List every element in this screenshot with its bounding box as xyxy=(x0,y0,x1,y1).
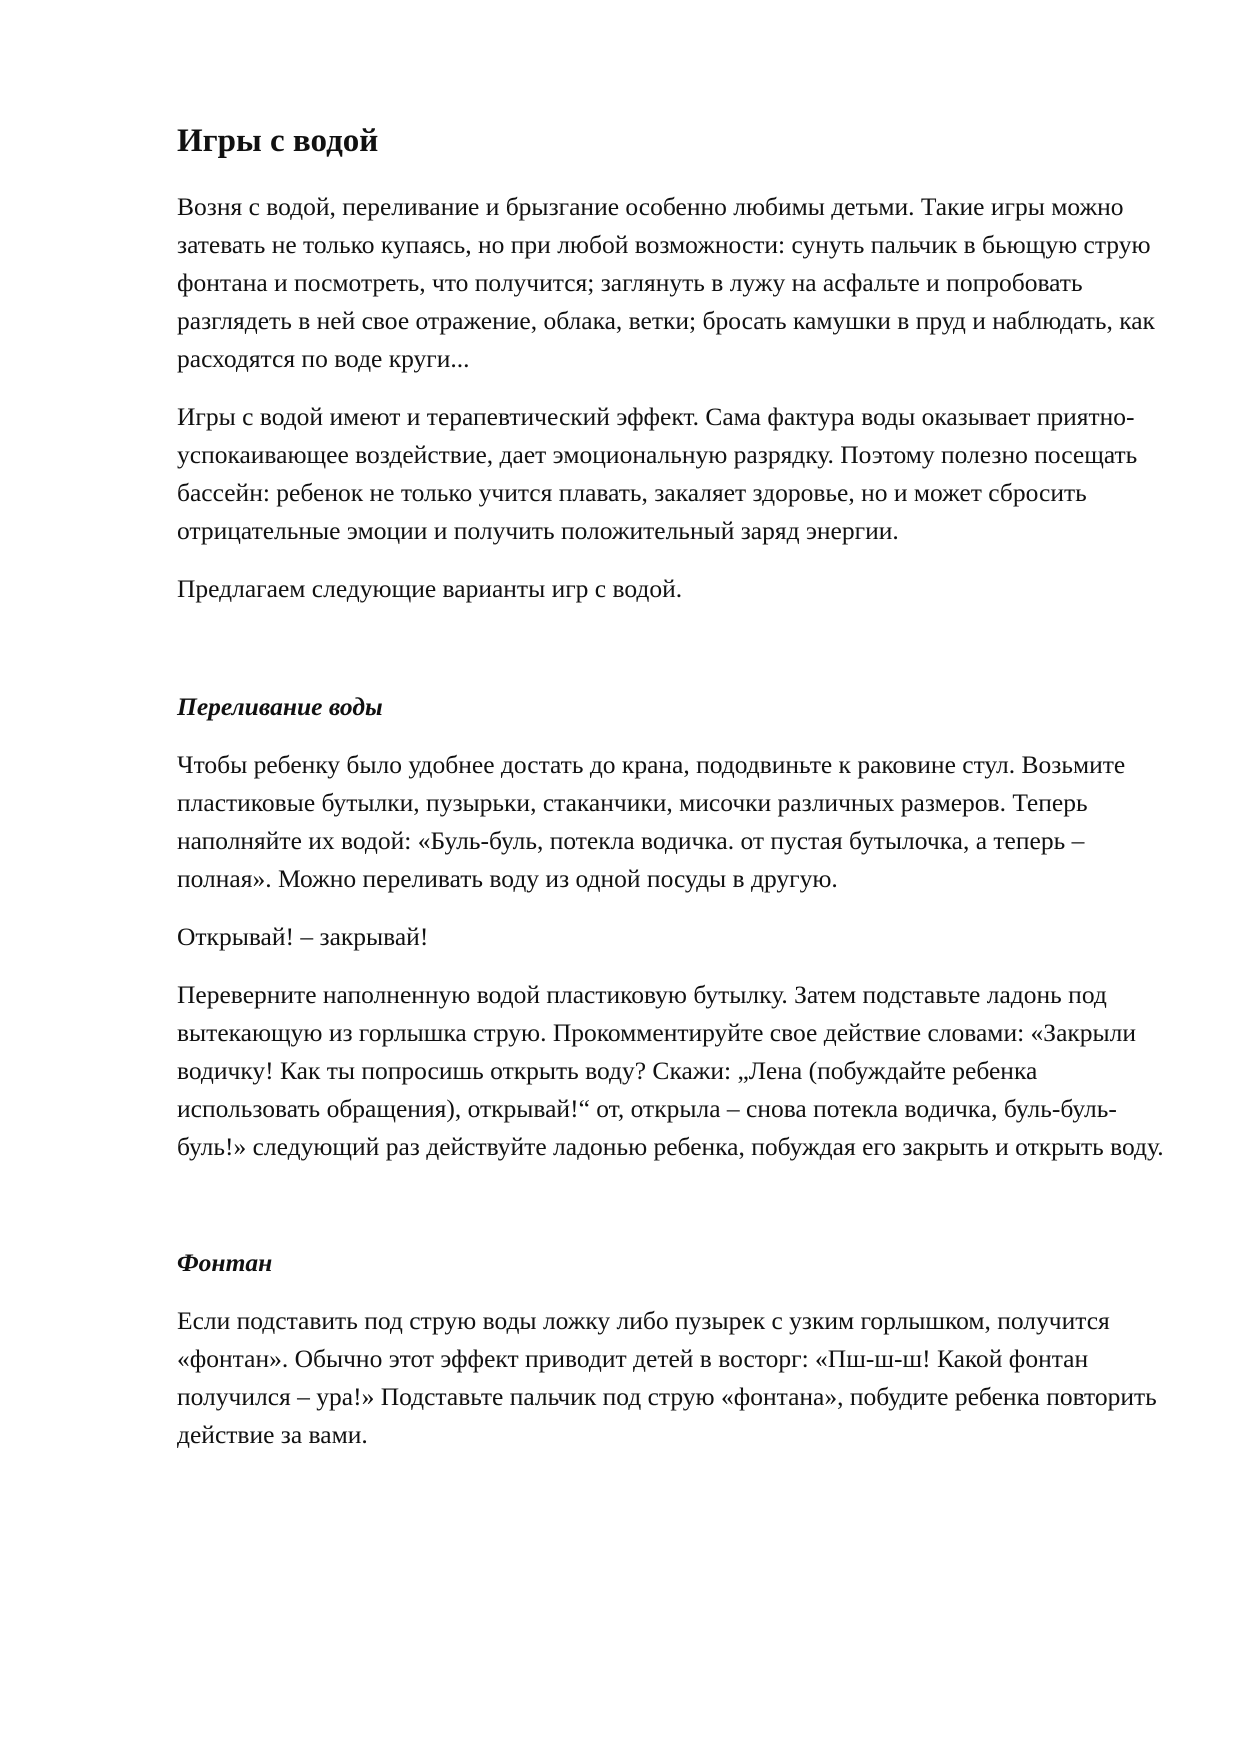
section-pouring-paragraph-3: Переверните наполненную водой пластиковую бутылку. Затем подставьте ладонь под вытекающую из горлышка струю. Прокомментируйте свое действие словами: «Закрыли водичку! Как ты попросишь открыть воду? Скажи: „Лена (побуждайте ребенка использовать обращения), открывай!“ от, открыла – снова потекла водичка, буль-буль-буль!» следующий раз действуйте ладонью ребенка, побуждая его закрыть и открыть воду. xyxy=(177,980,1164,1161)
section-pouring-paragraph-2: Открывай! – закрывай! xyxy=(177,922,429,951)
intro-paragraph-2: Игры с водой имеют и терапевтический эффект. Сама фактура воды оказывает приятно-успокаивающее воздействие, дает эмоциональную разрядку. Поэтому полезно посещать бассейн: ребенок не только учится плавать, закаляет здоровье, но и может сбросить отрицательные эмоции и получить положительный заряд энергии. xyxy=(177,402,1138,545)
section-heading-pouring: Переливание воды xyxy=(177,692,383,721)
section-pouring-paragraph-1: Чтобы ребенку было удобнее достать до крана, пододвиньте к раковине стул. Возьмите пластиковые бутылки, пузырьки, стаканчики, мисочки различных размеров. Теперь наполняйте их водой: «Буль-буль, потекла водичка. от пустая бутылочка, а теперь – полная». Можно переливать воду из одной посуды в другую. xyxy=(177,750,1126,893)
section-spacer xyxy=(177,1186,1167,1244)
section-fountain-paragraph-1: Если подставить под струю воды ложку либо пузырек с узким горлышком, получится «фонтан». Обычно этот эффект приводит детей в восторг: «Пш-ш-ш! Какой фонтан получился – ура!» Подставьте пальчик под струю «фонтана», побудите ребенка повторить действие за вами. xyxy=(177,1306,1157,1449)
intro-paragraph-3: Предлагаем следующие варианты игр с водой. xyxy=(177,574,683,603)
section-heading-fountain: Фонтан xyxy=(177,1248,273,1277)
intro-paragraph-1: Возня с водой, переливание и брызгание особенно любимы детьми. Такие игры можно затевать не только купаясь, но при любой возможности: сунуть пальчик в бьющую струю фонтана и посмотреть, что получится; заглянуть в лужу на асфальте и попробовать разглядеть в ней свое отражение, облака, ветки; бросать камушки в пруд и наблюдать, как расходятся по воде круги... xyxy=(177,192,1155,373)
page-title: Игры с водой xyxy=(177,123,379,159)
document-content xyxy=(177,118,1167,1474)
section-spacer xyxy=(177,628,1167,688)
